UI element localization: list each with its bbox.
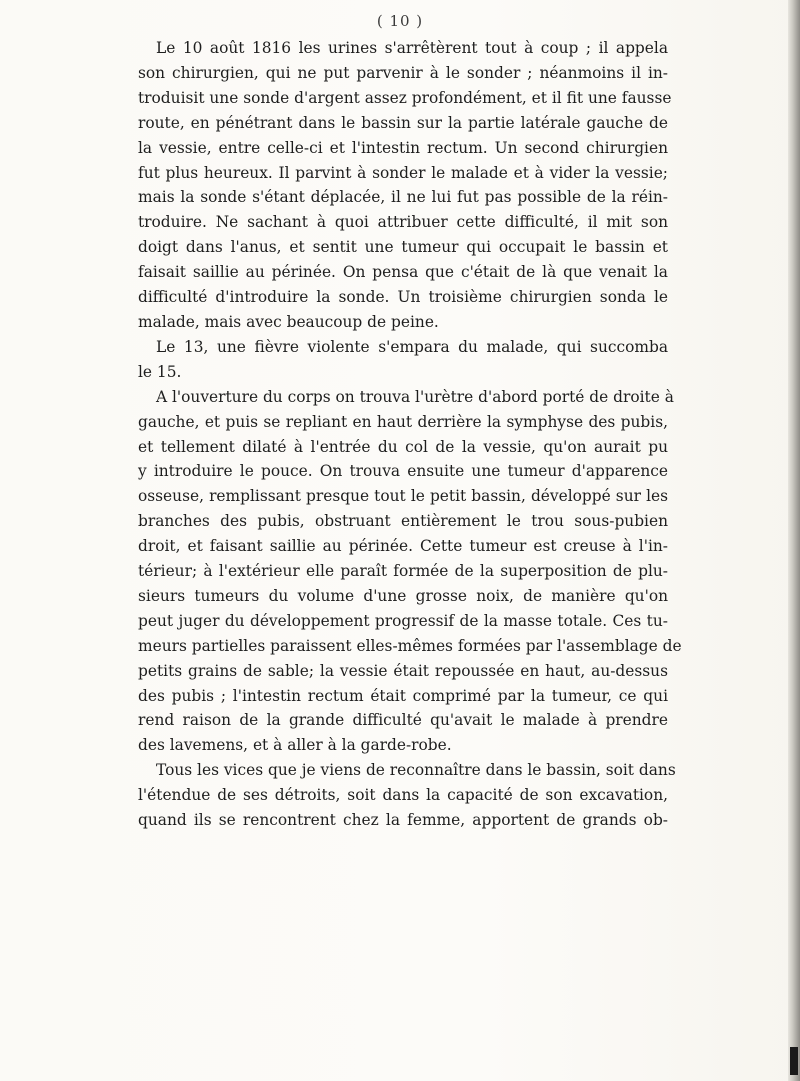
text-line: sieurs tumeurs du volume d'une grosse noix, de manière qu'on (138, 586, 668, 605)
text-line: peut juger du développement progressif de la masse totale. Ces tu- (138, 611, 668, 630)
text-line: Le 13, une fièvre violente s'empara du malade, qui succomba (156, 337, 668, 356)
text-line: rend raison de la grande difficulté qu'avait le malade à prendre (138, 711, 668, 730)
text-line: térieur; à l'extérieur elle paraît formée de la superposition de plu- (138, 562, 668, 581)
text-line: troduisit une sonde d'argent assez profondément, et il fit une fausse (138, 88, 672, 107)
text-line: A l'ouverture du corps on trouva l'urètre d'abord porté de droite à (156, 387, 674, 406)
page-body (138, 36, 682, 833)
text-line: Tous les vices que je viens de reconnaître dans le bassin, soit dans (156, 761, 676, 780)
text-line: des lavemens, et à aller à la garde-robe. (138, 736, 452, 755)
text-line: meurs partielles paraissent elles-mêmes formées par l'assemblage de (138, 636, 682, 655)
text-line: gauche, et puis se repliant en haut derrière la symphyse des pubis, (138, 412, 668, 431)
paragraph (138, 335, 668, 385)
text-line: route, en pénétrant dans le bassin sur la partie latérale gauche de (138, 113, 668, 132)
text-line: faisait saillie au périnée. On pensa que c'était de là que venait la (138, 263, 668, 282)
text-line: le 15. (138, 362, 182, 381)
paragraph (138, 36, 672, 335)
text-line: branches des pubis, obstruant entièrement le trou sous-pubien (138, 512, 668, 531)
text-line: difficulté d'introduire la sonde. Un troisième chirurgien sonda le (138, 288, 668, 307)
paragraph (138, 385, 682, 759)
text-line: osseuse, remplissant presque tout le petit bassin, développé sur les (138, 487, 668, 506)
text-line: fut plus heureux. Il parvint à sonder le malade et à vider la vessie; (138, 163, 668, 182)
text-line: doigt dans l'anus, et sentit une tumeur qui occupait le bassin et (138, 238, 668, 257)
text-line: droit, et faisant saillie au périnée. Cette tumeur est creuse à l'in- (138, 537, 668, 556)
text-line: l'étendue de ses détroits, soit dans la capacité de son excavation, (138, 786, 668, 805)
binding-mark (790, 1047, 798, 1075)
page-number: ( 10 ) (376, 12, 424, 30)
text-line: Le 10 août 1816 les urines s'arrêtèrent tout à coup ; il appela (156, 39, 668, 57)
text-line: troduire. Ne sachant à quoi attribuer cette difficulté, il mit son (138, 213, 668, 232)
text-line: malade, mais avec beaucoup de peine. (138, 312, 439, 331)
text-line: la vessie, entre celle-ci et l'intestin rectum. Un second chirurgien (138, 138, 668, 157)
text-line: petits grains de sable; la vessie était repoussée en haut, au-dessus (138, 661, 668, 680)
text-line: et tellement dilaté à l'entrée du col de la vessie, qu'on aurait pu (138, 437, 668, 456)
paragraph (138, 758, 676, 833)
text-line: mais la sonde s'étant déplacée, il ne lui fut pas possible de la réin- (138, 188, 668, 207)
text-line: quand ils se rencontrent chez la femme, apportent de grands ob- (138, 811, 668, 830)
text-line: son chirurgien, qui ne put parvenir à le sonder ; néanmoins il in- (138, 63, 668, 82)
text-line: des pubis ; l'intestin rectum était comprimé par la tumeur, ce qui (138, 686, 668, 705)
text-line: y introduire le pouce. On trouva ensuite une tumeur d'apparence (138, 462, 668, 481)
page-edge-shadow (788, 0, 800, 1081)
